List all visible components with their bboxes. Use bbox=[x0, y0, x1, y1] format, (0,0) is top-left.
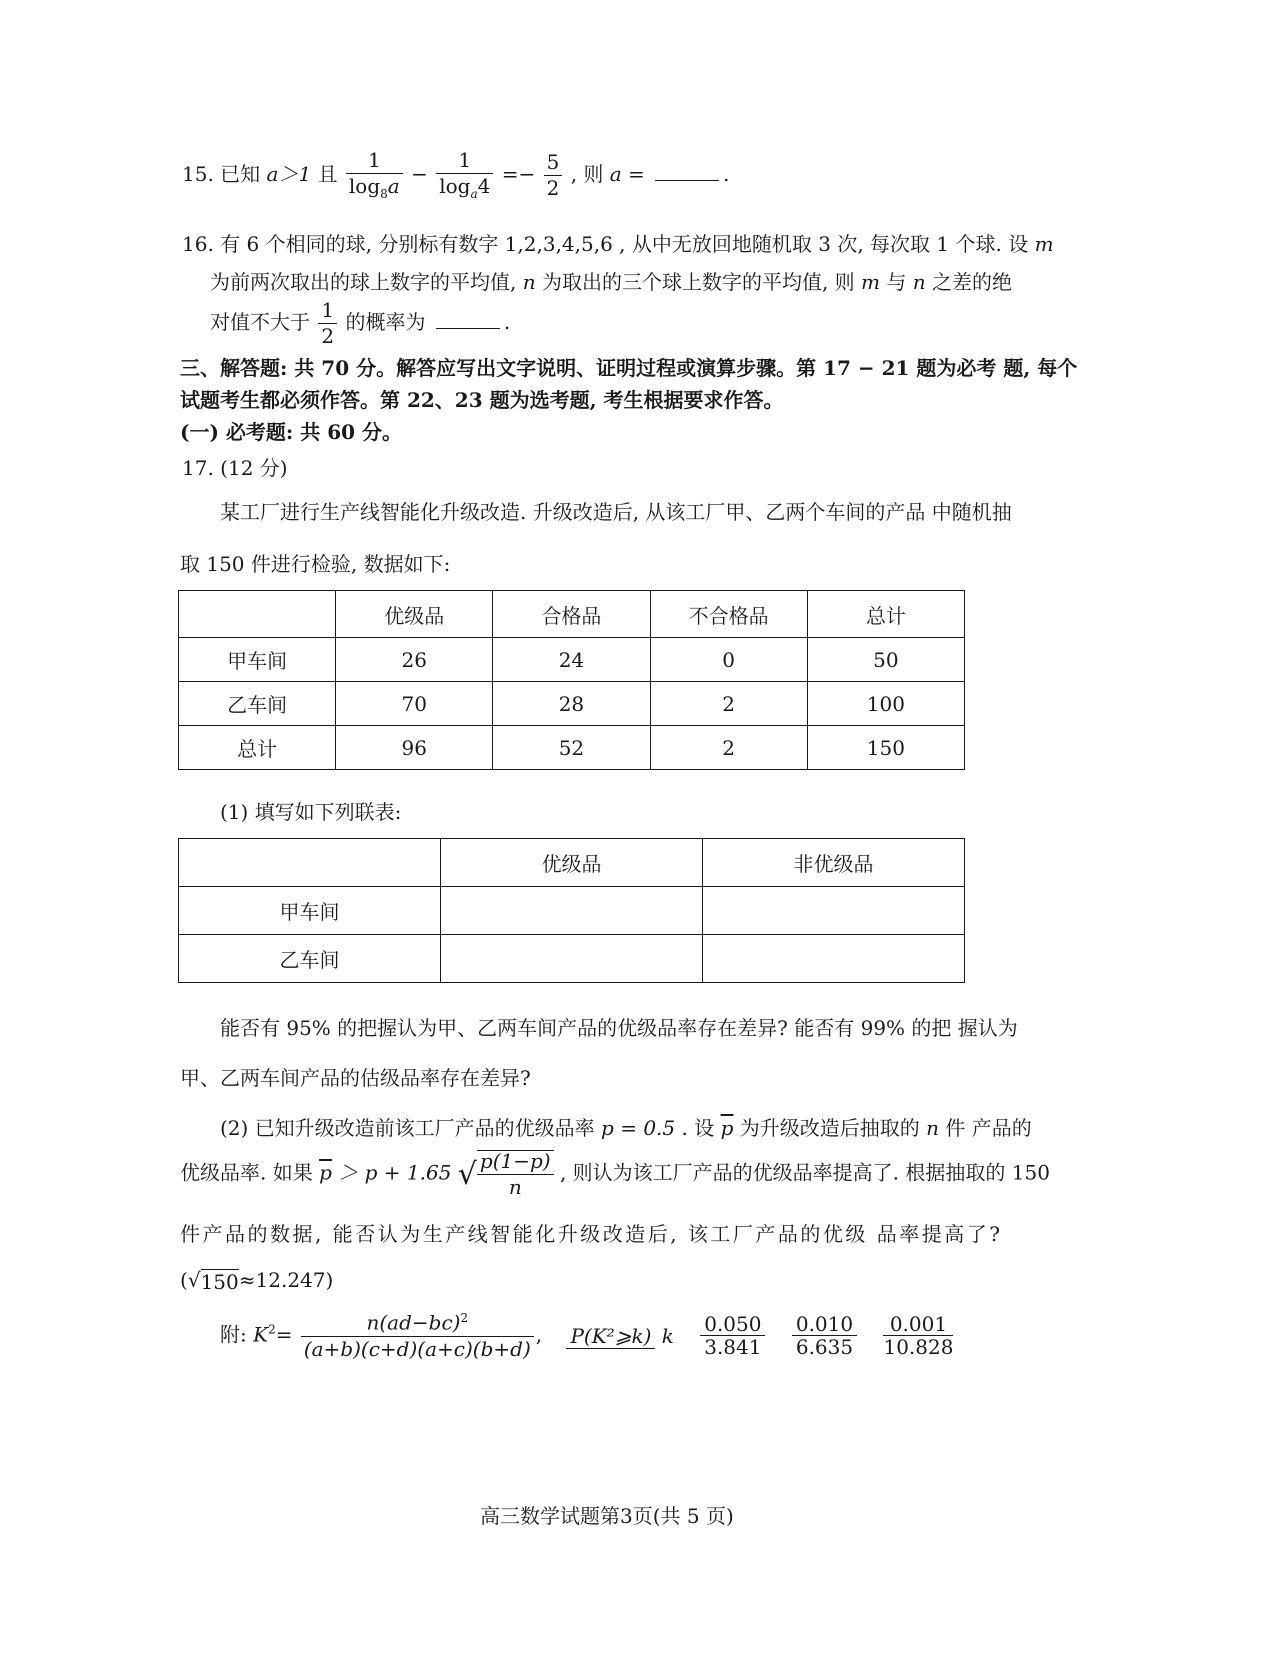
q15-condition: a＞1 bbox=[266, 161, 312, 186]
question-16-line-1: 16. 有 6 个相同的球, 分别标有数字 1,2,3,4,5,6 , 从中无放回地随机取 3 次, 每次取 1 个球. 设 m bbox=[182, 232, 1054, 256]
answer-blank[interactable] bbox=[655, 160, 719, 181]
critical-value-header: P(K²⩾k) k bbox=[566, 1325, 673, 1347]
table-row: 甲车间 26 24 0 50 bbox=[179, 638, 965, 682]
column-header: 非优级品 bbox=[703, 839, 965, 887]
column-header: 不合格品 bbox=[650, 591, 807, 638]
table-row: 乙车间 70 28 2 100 bbox=[179, 682, 965, 726]
critical-value-column: $\frac{0.050}{3.841}$ bbox=[700, 1313, 765, 1358]
column-header: 优级品 bbox=[441, 839, 703, 887]
fraction: $\frac{5}{2}$ bbox=[544, 152, 563, 199]
answer-cell[interactable] bbox=[441, 935, 703, 983]
q17-part1-question-line-1: 能否有 95% 的把握认为甲、乙两车间产品的优级品率存在差异? 能否有 99% 的把 握认为 bbox=[220, 1016, 1018, 1040]
table-header-row bbox=[179, 839, 965, 887]
fraction-half: $\frac{1}{2}$ bbox=[318, 300, 337, 347]
table-row: 甲车间 bbox=[179, 887, 965, 935]
table-header-row bbox=[179, 591, 965, 638]
part-2-line-1: (2) 已知升级改造前该工厂产品的优级品率 p = 0.5 . 设 $\overline{p}$ 为升级改造后抽取的 n 件 产品的 bbox=[220, 1116, 1032, 1140]
section-subheading: (一) 必考题: 共 60 分。 bbox=[180, 420, 402, 444]
question-15: 15. 已知 a＞1 且 $\frac{1}{\log_8a}$ − $\frac{1}{\log_a4}$ =− $\frac{5}{2}$ , 则 a = . bbox=[182, 148, 730, 201]
contingency-table bbox=[178, 838, 965, 983]
part-2-line-2: 优级品率. 如果 $\overline{p} > p + 1.65$ √ $\frac{p(1-p)}{n}$ , 则认为该工厂产品的优级品率提高了. 根据抽取的 150 bbox=[180, 1149, 1050, 1199]
question-17-title: 17. (12 分) bbox=[182, 456, 288, 480]
answer-cell[interactable] bbox=[703, 935, 965, 983]
part-2-line-3: 件产品的数据, 能否认为生产线智能化升级改造后, 该工厂产品的优级 品率提高了? bbox=[180, 1222, 1003, 1246]
data-table bbox=[178, 590, 965, 770]
question-number: 16. bbox=[182, 232, 214, 256]
q15-text: 且 bbox=[317, 161, 338, 186]
question-16-line-3: 对值不大于 $\frac{1}{2}$ 的概率为 . bbox=[210, 298, 511, 348]
answer-cell[interactable] bbox=[441, 887, 703, 935]
critical-value-column: $\frac{0.010}{6.635}$ bbox=[792, 1313, 857, 1358]
question-16-line-2: 为前两次取出的球上数字的平均值, n 为取出的三个球上数字的平均值, 则 m 与 n 之差的绝 bbox=[210, 270, 1012, 294]
answer-blank[interactable] bbox=[436, 308, 500, 329]
section-heading-line-1: 三、解答题: 共 70 分。解答应写出文字说明、证明过程或演算步骤。第 17 − 21 题为必考 题, 每个 bbox=[180, 356, 1078, 380]
question-number: 15. bbox=[182, 161, 214, 186]
fraction: $\frac{1}{\log_a4}$ bbox=[436, 150, 493, 201]
critical-value-column: $\frac{0.001}{10.828}$ bbox=[883, 1312, 954, 1360]
q17-part1-question-line-2: 甲、乙两车间产品的估级品率存在差异? bbox=[180, 1066, 531, 1090]
answer-cell[interactable] bbox=[703, 887, 965, 935]
column-header: 总计 bbox=[807, 591, 964, 638]
section-heading-line-2: 试题考生都必须作答。第 22、23 题为选考题, 考生根据要求作答。 bbox=[180, 388, 784, 412]
q17-intro-line-2: 取 150 件进行检验, 数据如下: bbox=[180, 552, 451, 576]
part-1-label: (1) 填写如下列联表: bbox=[220, 800, 402, 824]
appendix-formula: 附: $K^2=$ $\frac{n(ad-bc)^2}{(a+b)(c+d)(a+c)(b+d)}$ , P(K²⩾k) k $\frac{0.050}{3.841}$ $\frac{0.010}{6.635}$ $\frac{0.001}{10.828}$ bbox=[220, 1310, 954, 1361]
k-squared-fraction: $\frac{n(ad-bc)^2}{(a+b)(c+d)(a+c)(b+d)}$ bbox=[301, 1312, 534, 1360]
approximation-note: (√150≈12.247) bbox=[180, 1268, 334, 1294]
page-footer: 高三数学试题第3页(共 5 页) bbox=[480, 1504, 734, 1528]
table-row: 乙车间 bbox=[179, 935, 965, 983]
fraction: $\frac{1}{\log_8a}$ bbox=[346, 150, 403, 201]
square-root: √ $\frac{p(1-p)}{n}$ bbox=[458, 1150, 554, 1198]
q15-text: 已知 bbox=[220, 161, 261, 186]
q17-intro-line-1: 某工厂进行生产线智能化升级改造. 升级改造后, 从该工厂甲、乙两个车间的产品 中随机抽 bbox=[220, 500, 1012, 524]
table-row: 总计 96 52 2 150 bbox=[179, 726, 965, 770]
column-header: 合格品 bbox=[493, 591, 650, 638]
column-header: 优级品 bbox=[336, 591, 493, 638]
